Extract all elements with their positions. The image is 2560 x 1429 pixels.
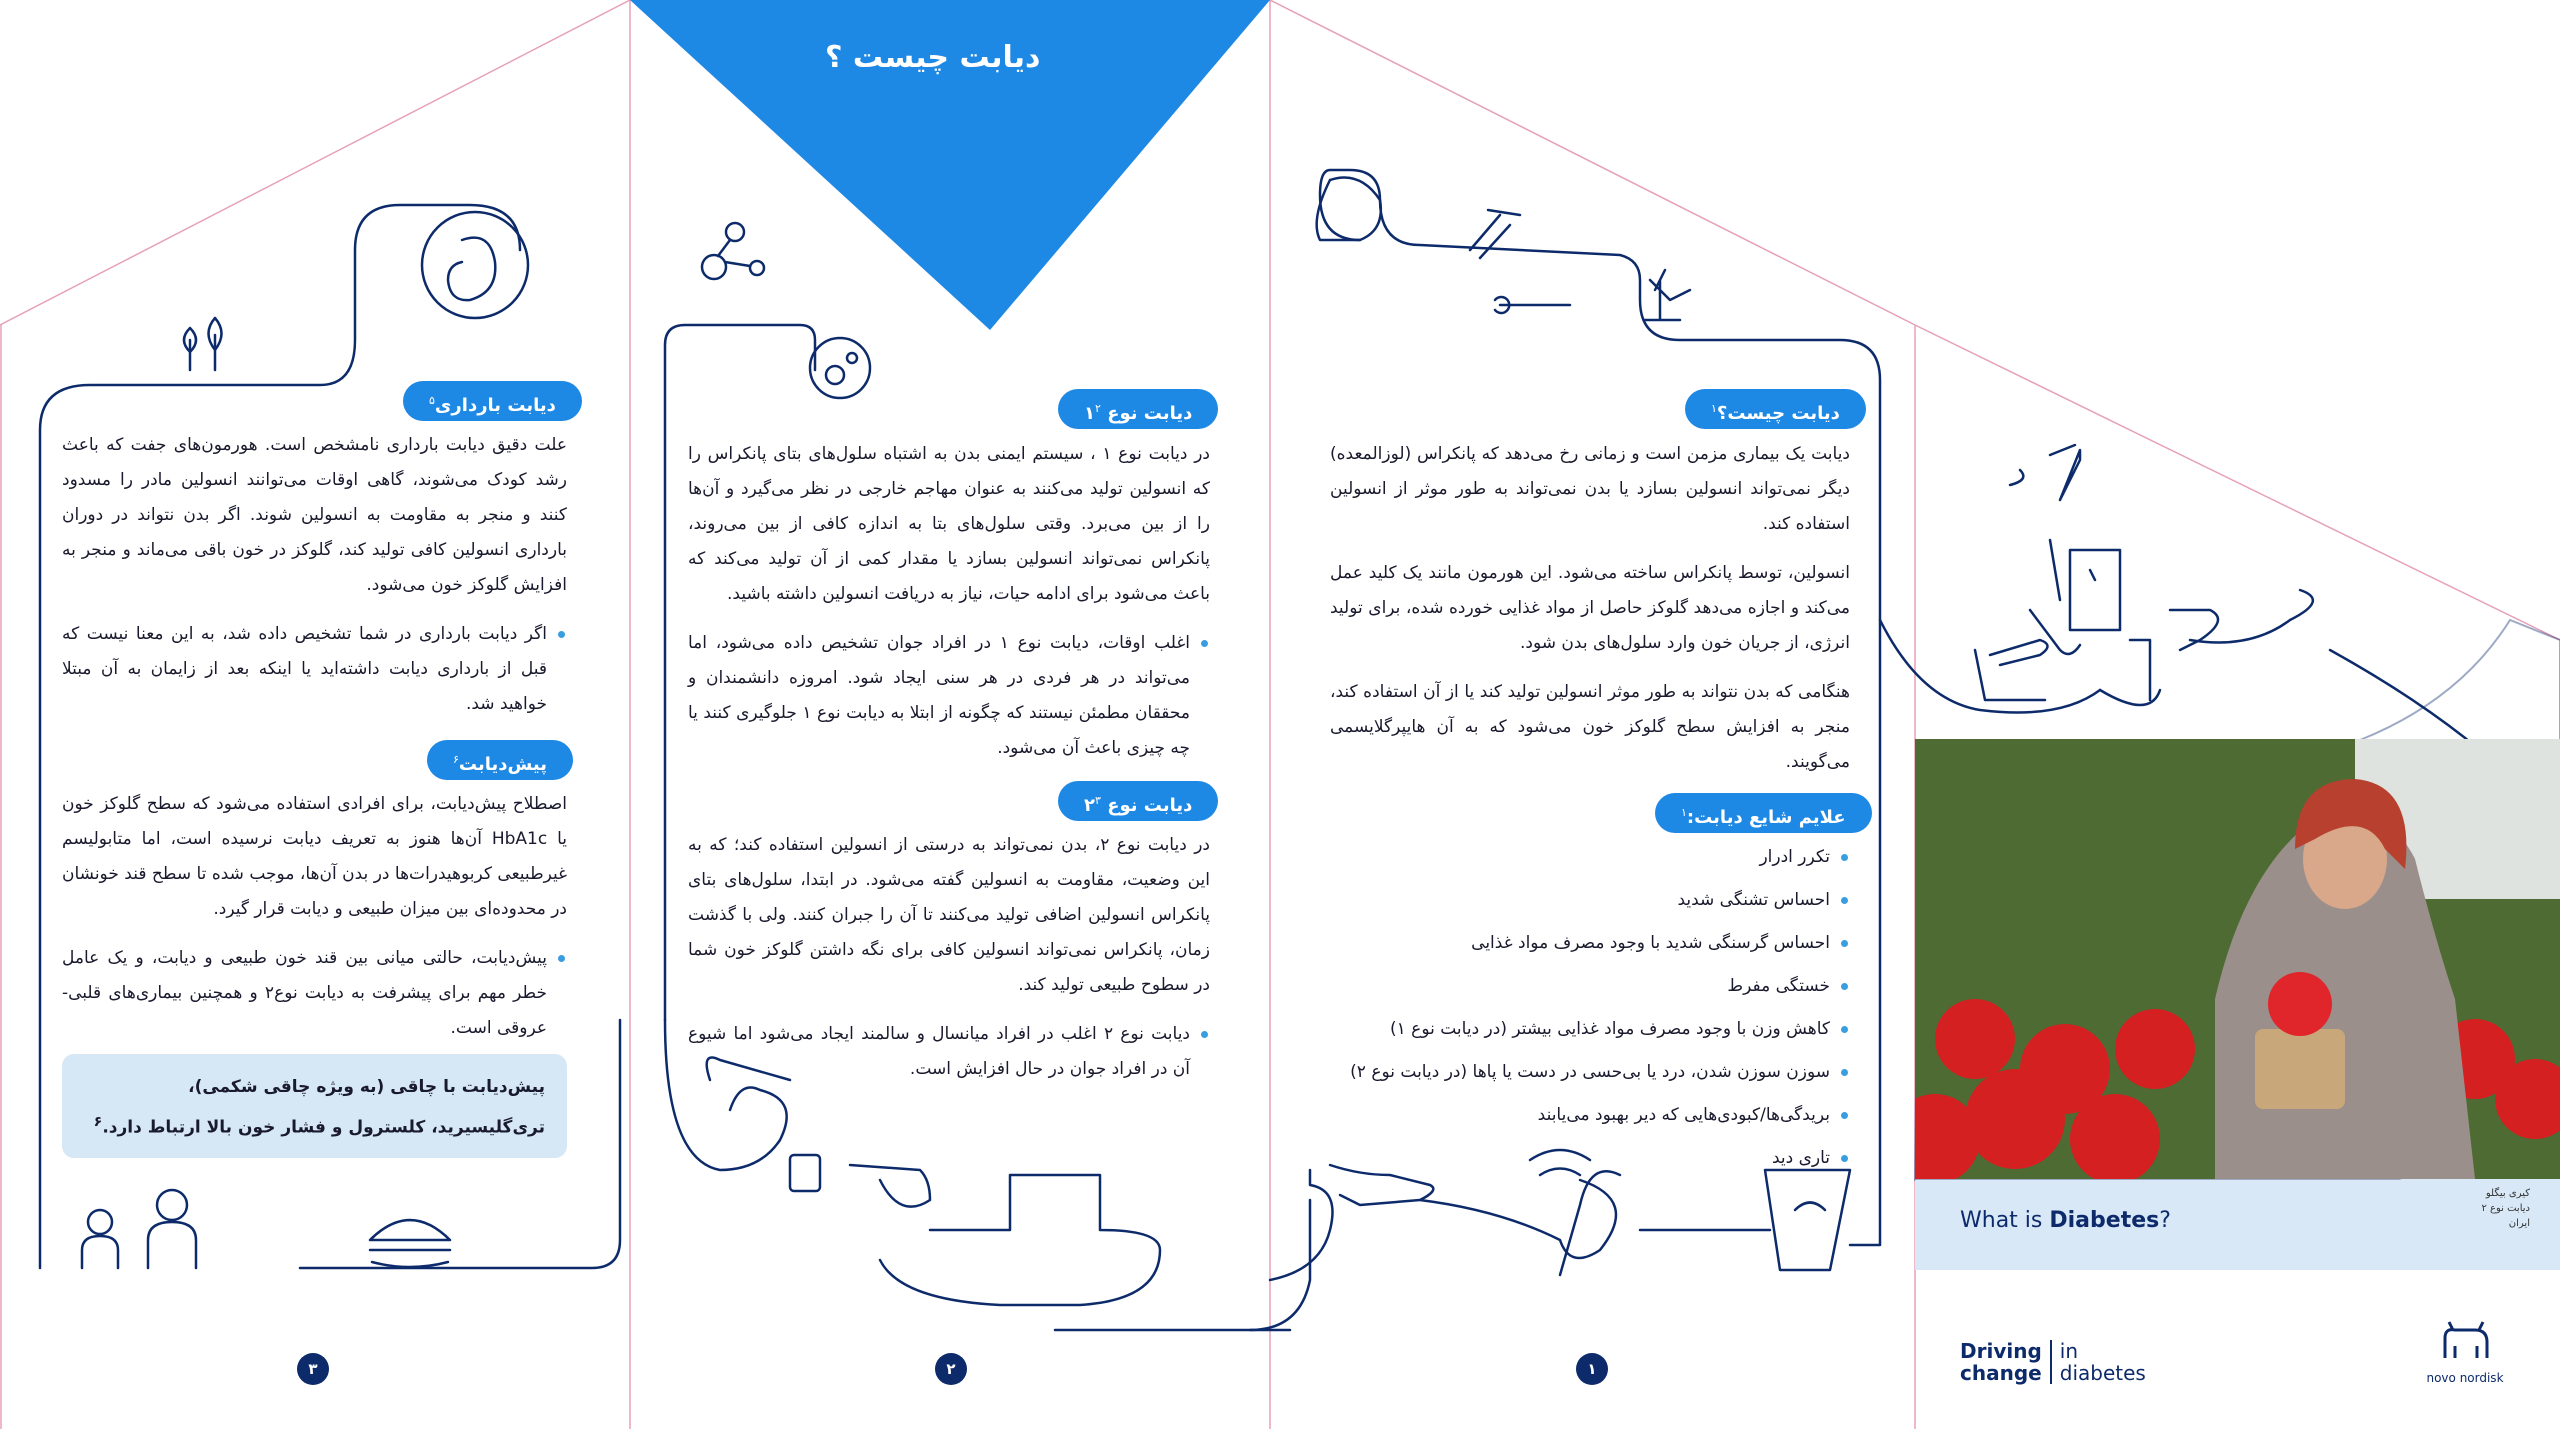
panel3-prediabetes-body [62, 787, 567, 1060]
page-title: دیابت چیست ؟ [825, 40, 1041, 75]
cover-photo [1915, 739, 2560, 1179]
heading-type1: دیابت نوع $۱^۲$ [1058, 389, 1218, 429]
driving-change-logo: Driving changein diabetes [1960, 1339, 2146, 1385]
list-item: پیش‌دیابت، حالتی میانی بین قند خون طبیعی و دیابت، و یک عامل خطر مهم برای پیشرفت به دیابت نوع۲ و همچنین بیماری‌های قلبی-عروقی است. [62, 941, 547, 1046]
heading-symptoms: علایم شایع دیابت:$^۱$ [1655, 793, 1872, 833]
heading-prediabetes: پیش‌دیابت$^۶$ [427, 740, 573, 780]
cover-title: What is Diabetes? [1960, 1208, 2171, 1233]
list-item: احساس گرسنگی شدید با وجود مصرف مواد غذایی [1330, 926, 1830, 961]
list-item: اغلب اوقات، دیابت نوع ۱ در افراد جوان تشخیص داده می‌شود، اما می‌تواند در هر فردی در هر سنی ایجاد شود. امروزه دانشمندان و محققان مطمئن نیستند که چگونه از ابتلا به دیابت نوع ۱ جلوگیری کنند یا چه چیزی باعث آن می‌شود. [688, 626, 1190, 766]
panel3-gestational-body [62, 428, 567, 736]
panel2-type1-body [688, 437, 1210, 780]
pancreas-icon [1317, 178, 1381, 241]
type1-paragraph: در دیابت نوع ۱ ، سیستم ایمنی بدن به اشتباه سلول‌های بتای پانکراس را که انسولین تولید می‌کنند به عنوان مهاجم خارجی در نظر می‌گیرد و آن‌ها را از بین می‌برد. وقتی سلول‌های بتا به اندازه کافی از بین می‌روند، پانکراس نمی‌تواند انسولین بسازد یا مقدار کمی از آن تولید می‌کند که باعث می‌شود برای ادامه حیات، نیاز به دریافت انسولین داشته باشید. [688, 444, 1210, 604]
thermometer-icon [1495, 297, 1570, 313]
heading-what-is-diabetes: دیابت چیست؟$^۱$ [1685, 389, 1866, 429]
microscope-icon [1645, 270, 1690, 320]
tree-icon [184, 318, 222, 370]
embryo-icon [422, 212, 528, 318]
molecule-icon [702, 255, 726, 279]
list-item: کاهش وزن با وجود مصرف مواد غذایی بیشتر (در دیابت نوع ۱) [1330, 1012, 1830, 1047]
glucose-meter-icon [2070, 550, 2120, 630]
list-item: تکرر ادرار [1330, 840, 1830, 875]
list-item: بریدگی‌ها/کبودی‌هایی که دیر بهبود می‌یابند [1330, 1098, 1830, 1133]
panel1-paragraph: هنگامی که بدن نتواند به طور موثر انسولین تولید کند یا از آن استفاده کند، منجر به افزایش سطح گلوکز خون می‌شود که به آن هایپرگلایسمی می‌گویند. [1330, 682, 1850, 772]
novo-nordisk-logo: novo nordisk [2410, 1318, 2520, 1385]
type2-paragraph: در دیابت نوع ۲، بدن نمی‌تواند به درستی از انسولین استفاده کند؛ که به این وضعیت، مقاومت به انسولین گفته می‌شود. در ابتدا، سلول‌های بتای پانکراس انسولین اضافی تولید می‌کنند تا آن را جبران کنند. ولی با گذشت زمان، پانکراس نمی‌تواند انسولین کافی برای نگه داشتن گلوکز خون شما در سطوح طبیعی تولید کند. [688, 835, 1210, 995]
bowl-icon [880, 1175, 1290, 1330]
hand-tool-icon [1975, 640, 2048, 700]
gestational-paragraph: علت دقیق دیابت بارداری نامشخص است. هورمون‌های جفت که باعث رشد کودک می‌شوند، گاهی اوقات می‌توانند انسولین مادر را مسدود کنند و منجر به مقاومت به انسولین شوند. اگر بدن نتواند در دوران بارداری انسولین کافی تولید کند، گلوکز در خون باقی می‌ماند و منجر به افزایش گلوکز خون می‌شود. [62, 435, 567, 595]
list-item: دیابت نوع ۲ اغلب در افراد میانسال و سالمند ایجاد می‌شود اما شیوع آن در افراد جوان در حال افزایش است. [688, 1017, 1190, 1087]
pills-icon [2010, 445, 2080, 500]
prediabetes-callout: پیش‌دیابت با چاقی (به ویژه چاقی شکمی)، تری‌گلیسیرید، کلسترول و فشار خون بالا ارتباط دارد.$^۶$ [62, 1054, 567, 1158]
hand-drop-icon [2100, 590, 2313, 705]
panel2-type2-body [688, 828, 1210, 1101]
page-number: ۳ [297, 1353, 329, 1385]
symptoms-list [1330, 840, 1850, 1190]
page-number: ۲ [935, 1353, 967, 1385]
panel1-body [1330, 437, 1850, 794]
list-item: خستگی مفرط [1330, 969, 1830, 1004]
panel1-paragraph: انسولین، توسط پانکراس ساخته می‌شود. این هورمون مانند یک کلید عمل می‌کند و اجازه می‌دهد گلوکز حاصل از مواد غذایی خورده شده، برای تولید انرژی، از جریان خون وارد سلول‌های بدن شود. [1330, 563, 1850, 653]
heading-type2: دیابت نوع $۲^۳$ [1058, 781, 1218, 821]
list-item: تاری دید [1330, 1141, 1830, 1176]
list-item: سوزن سوزن شدن، درد یا بی‌حسی در دست یا پاها (در دیابت نوع ۲) [1330, 1055, 1830, 1090]
insulin-pen-icon [2030, 540, 2080, 654]
list-item: احساس تشنگی شدید [1330, 883, 1830, 918]
burger-icon [370, 1220, 450, 1267]
prediabetes-paragraph: اصطلاح پیش‌دیابت، برای افرادی استفاده می‌شود که سطح گلوکز خون یا HbA1c آن‌ها هنوز به تعریف دیابت نرسیده است، اما متابولیسم غیرطبیعی کربوهیدرات‌ها در بدن آن‌ها، موجب شده تا سطح قند خونشان در محدوده‌ای بین میزان طبیعی و دیابت قرار گیرد. [62, 794, 567, 919]
apis-bull-icon [2435, 1318, 2495, 1368]
heading-gestational: دیابت بارداری$^۵$ [403, 381, 582, 421]
drink-icon [790, 1155, 820, 1191]
photo-caption: کیری بیگلو دیابت نوع ۲ ایران [2481, 1188, 2530, 1229]
hand-icon [850, 1165, 930, 1207]
panel1-paragraph: دیابت یک بیماری مزمن است و زمانی رخ می‌دهد که پانکراس (لوزالمعده) دیگر نمی‌تواند انسولین بسازد یا بدن نمی‌تواند به طور موثر از انسولین استفاده کند. [1330, 444, 1850, 534]
person-icon [88, 1210, 112, 1234]
page-number: ۱ [1576, 1353, 1608, 1385]
list-item: اگر دیابت بارداری در شما تشخیص داده شد، به این معنا نیست که قبل از بارداری دیابت داشته‌اید یا اینکه بعد از زایمان به آن مبتلا خواهید شد. [62, 617, 547, 722]
